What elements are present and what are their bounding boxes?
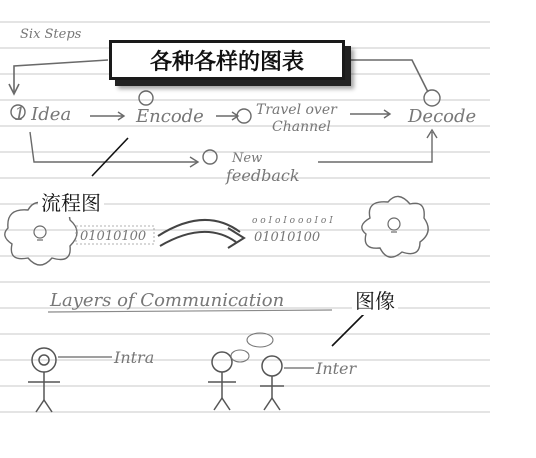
flowchart-leader-line (92, 138, 128, 176)
feedback-loop-left (30, 132, 198, 162)
step-encode: Encode (136, 106, 204, 127)
arrow-idea-encode (90, 112, 124, 120)
stick-figure-inter-left (208, 352, 236, 410)
flowchart-callout: 流程图 (38, 186, 104, 217)
step-new: New (232, 151, 263, 166)
feedback-loop-right (318, 130, 437, 162)
step-idea: 1 Idea (14, 104, 72, 125)
label-intra: Intra (114, 348, 155, 367)
stick-figure-intra (28, 348, 60, 412)
layers-title: Layers of Communication (50, 290, 285, 311)
title-banner: 各种各样的图表 (109, 40, 345, 80)
image-leader-line (332, 312, 366, 346)
binary-right: 01010100 (254, 230, 321, 245)
step-channel: Channel (272, 119, 331, 135)
lightbulb-icon-right (388, 218, 400, 230)
step-feedback: feedback (226, 166, 300, 185)
lightbulb-icon-left (34, 226, 46, 238)
arrow-encode-travel (216, 112, 238, 120)
ruled-lines (0, 22, 490, 412)
step-4-circle (424, 90, 440, 106)
step-decode: Decode (408, 106, 477, 127)
idea-cloud-right (362, 196, 428, 257)
arrow-travel-decode (350, 110, 390, 118)
stick-figure-inter-right (260, 356, 284, 410)
binary-right-faint: o o I o I o o o I o I (252, 216, 333, 226)
curved-arrow-upper (158, 220, 240, 236)
binary-left: 01010100 (80, 229, 147, 244)
sketch-heading: Six Steps (20, 27, 82, 42)
label-inter: Inter (316, 359, 357, 378)
step-2-circle (139, 91, 153, 105)
step-travel: Travel over (256, 102, 337, 118)
curved-arrow-lower (160, 232, 236, 246)
image-callout: 图像 (352, 284, 398, 315)
